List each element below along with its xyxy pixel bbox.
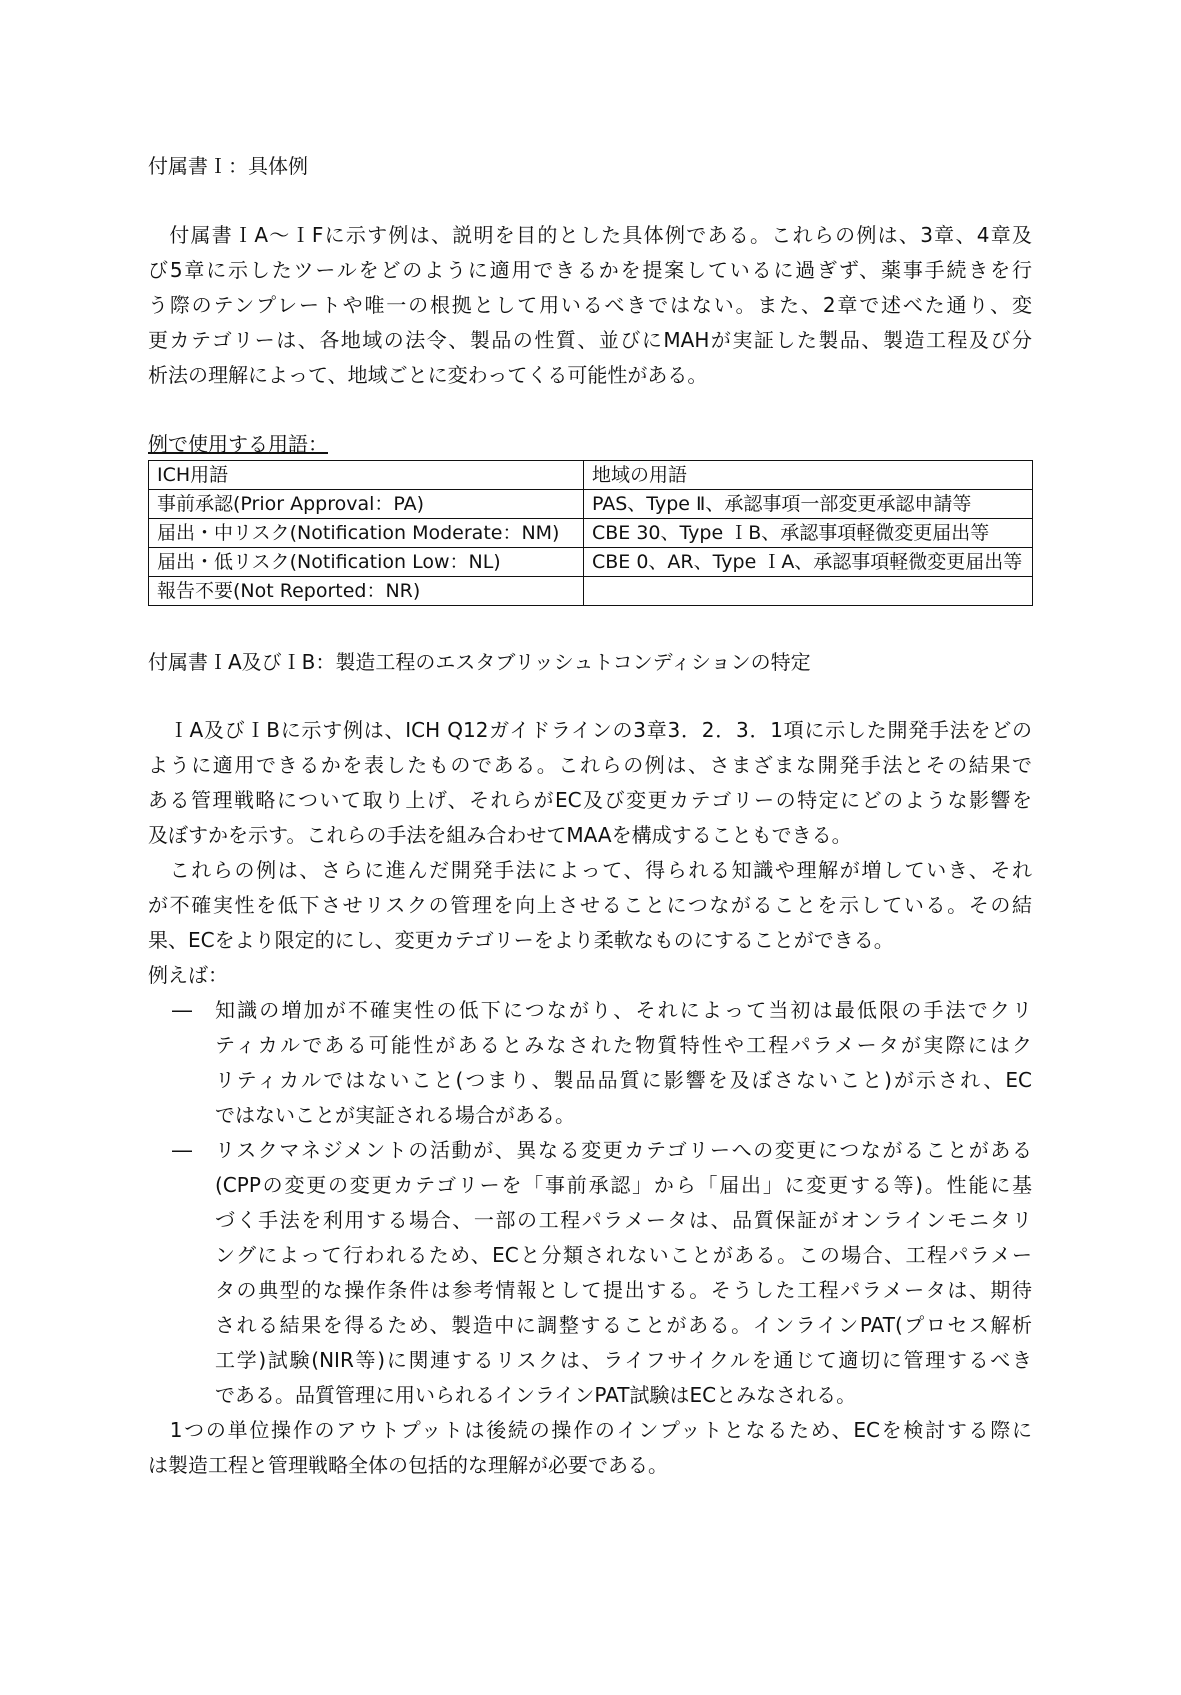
ich-term-cell: 届出・中リスク(Notification Moderate：NM) [149,519,584,548]
bullet-line: される結果を得るため、製造中に調整することがある。インラインPAT(プロセス解析 [215,1313,1032,1337]
regional-term-cell: CBE 30、Type ＩB、承認事項軽微変更届出等 [584,519,1033,548]
bullet-line: (CPPの変更の変更カテゴリーを「事前承認」から「届出」に変更する等)。性能に基 [215,1173,1032,1197]
table-row [149,548,1033,577]
regional-term-cell: PAS、Type Ⅱ、承認事項一部変更承認申請等 [584,490,1033,519]
paragraph-line: 析法の理解によって、地域ごとに変わってくる可能性がある。 [148,363,708,387]
paragraph-line: 更カテゴリーは、各地域の法令、製品の性質、並びにMAHが実証した製品、製造工程及び分 [148,328,1032,352]
paragraph-line: が不確実性を低下させリスクの管理を向上させることにつながることを示している。その結 [148,893,1032,917]
bullet-line: リスクマネジメントの活動が、異なる変更カテゴリーへの変更につながることがある [215,1138,1032,1162]
paragraph [148,713,1032,853]
paragraph-line: は製造工程と管理戦略全体の包括的な理解が必要である。 [148,1453,668,1477]
ich-term-cell: 事前承認(Prior Approval：PA) [149,490,584,519]
paragraph [148,958,1032,993]
bullet-line: ングによって行われるため、ECと分類されないことがある。この場合、工程パラメー [215,1243,1032,1267]
annex-title: 付属書Ｉ：具体例 [148,154,308,178]
bullet-dash-icon: ― [172,1138,192,1162]
bullet-line: である。品質管理に用いられるインラインPAT試験はECとみなされる。 [215,1383,857,1407]
bullet-line: リティカルではないこと(つまり、製品品質に影響を及ぼさないこと)が示され、EC [215,1068,1032,1092]
ich-term-cell: 届出・低リスク(Notification Low：NL) [149,548,584,577]
terms-table [148,460,1033,606]
paragraph-line: 1つの単位操作のアウトプットは後続の操作のインプットとなるため、ECを検討する際に [148,1418,1032,1442]
regional-term-cell [584,577,1033,606]
paragraph-line: 果、ECをより限定的にし、変更カテゴリーをより柔軟なものにすることができる。 [148,928,894,952]
paragraph-line: ように適用できるかを表したものである。これらの例は、さまざまな開発手法とその結果で [148,753,1032,777]
table-row [149,519,1033,548]
ich-term-cell: 報告不要(Not Reported：NR) [149,577,584,606]
bullet-dash-icon: ― [172,998,192,1022]
table-row [149,490,1033,519]
bullet-line: づく手法を利用する場合、一部の工程パラメータは、品質保証がオンラインモニタリ [215,1208,1032,1232]
section-heading: 付属書ＩA及びＩB：製造工程のエスタブリッシュトコンディションの特定 [148,650,811,674]
bullet-item [172,993,1032,1133]
intro-paragraph [148,218,1032,393]
table-header-row [149,461,1033,490]
bullet-line: ではないことが実証される場合がある。 [215,1103,575,1127]
regional-term-cell: 地域の用語 [584,461,1033,490]
paragraph-line: う際のテンプレートや唯一の根拠として用いるべきではない。また、2章で述べた通り、変 [148,293,1032,317]
table-row [149,577,1033,606]
bullet-item [172,1133,1032,1413]
bullet-line: タの典型的な操作条件は参考情報として提出する。そうした工程パラメータは、期待 [215,1278,1032,1302]
bullet-line: ティカルである可能性があるとみなされた物質特性や工程パラメータが実際にはク [215,1033,1032,1057]
paragraph-line: ある管理戦略について取り上げ、それらがEC及び変更カテゴリーの特定にどのような影響を [148,788,1032,812]
ich-term-cell: ICH用語 [149,461,584,490]
bullet-line: 工学)試験(NIR等)に関連するリスクは、ライフサイクルを通じて適切に管理するべき [215,1348,1032,1372]
paragraph-line: これらの例は、さらに進んだ開発手法によって、得られる知識や理解が増していき、それ [148,858,1032,882]
paragraph-line: 付属書ＩA～ＩFに示す例は、説明を目的とした具体例である。これらの例は、3章、4章及 [148,223,1032,247]
body-paragraphs [148,713,1032,993]
bullet-line: 知識の増加が不確実性の低下につながり、それによって当初は最低限の手法でクリ [215,998,1032,1022]
closing-paragraph [148,1413,1032,1483]
bullet-list [172,993,1032,1413]
regional-term-cell: CBE 0、AR、Type ＩA、承認事項軽微変更届出等 [584,548,1033,577]
paragraph-line: 例えば： [148,963,228,987]
paragraph [148,853,1032,958]
terms-label: 例で使用する用語： [148,432,328,456]
paragraph-line: ＩA及びＩBに示す例は、ICH Q12ガイドラインの3章3．2．3．1項に示した開発手法をどの [148,718,1032,742]
paragraph-line: び5章に示したツールをどのように適用できるかを提案しているに過ぎず、薬事手続きを行 [148,258,1032,282]
paragraph-line: 及ぼすかを示す。これらの手法を組み合わせてMAAを構成することもできる。 [148,823,852,847]
